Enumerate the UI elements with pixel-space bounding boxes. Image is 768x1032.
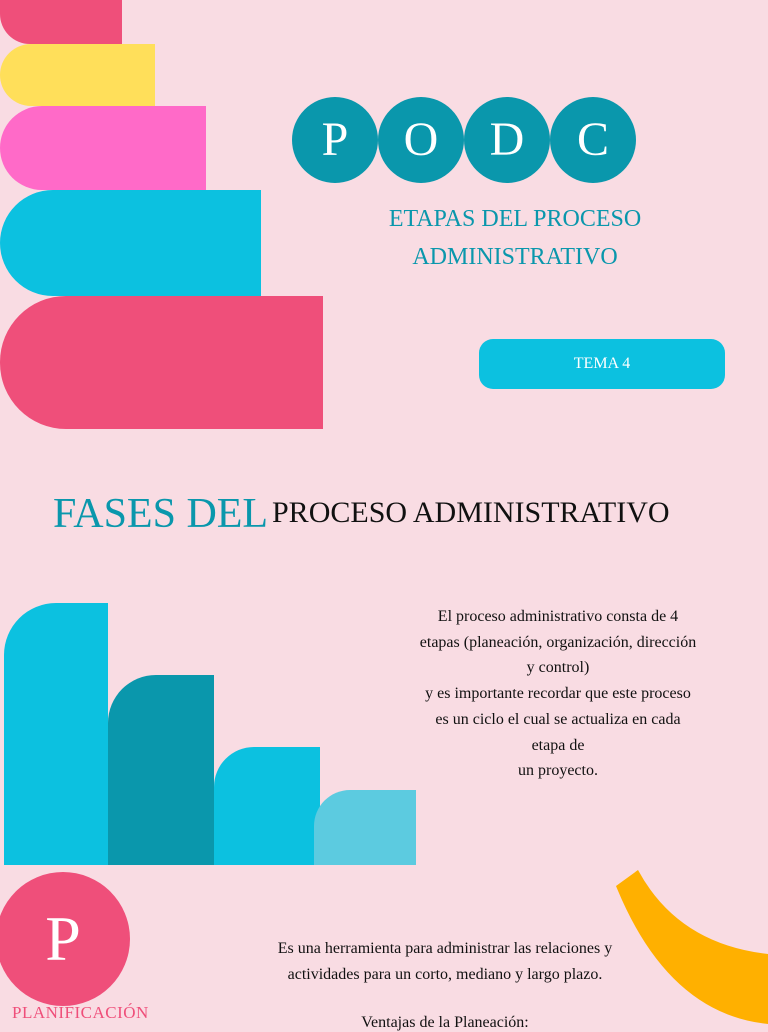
planificacion-line: Es una herramienta para administrar las relaciones y [277,940,613,957]
description-line: es un ciclo el cual se actualiza en cada [435,710,681,728]
planificacion-description [240,936,650,988]
podc-circle-c: C [550,97,636,183]
podc-circle-d: D [464,97,550,183]
section-title-part2: PROCESO ADMINISTRATIVO [272,496,670,529]
section-title-part1: FASES DEL [53,491,269,537]
description-line: etapa de [531,736,585,754]
podc-header [292,97,636,183]
decorative-step-4 [314,790,416,865]
decorative-bar-magenta [0,106,206,190]
decorative-bar-pink [0,296,323,429]
decorative-step-3 [214,747,320,865]
decorative-bar-yellow [0,44,155,106]
description-line: etapas (planeación, organización, dirección [419,633,697,651]
tema-button[interactable]: TEMA 4 [479,339,725,389]
decorative-step-2 [108,675,214,865]
ventajas-heading: Ventajas de la Planeación: [361,1014,529,1031]
subtitle-line-2: ADMINISTRATIVO [412,244,618,270]
planificacion-label: PLANIFICACIÓN [12,1003,149,1022]
page-subtitle [320,200,710,276]
description-line: y control) [526,659,590,677]
podc-circle-p: P [292,97,378,183]
description-line: y es importante recordar que este proceso [425,685,691,703]
description-line: El proceso administrativo consta de 4 [437,608,679,625]
decorative-orange-arc [608,864,768,1024]
decorative-bar-pink-top [0,0,122,44]
description-line: un proyecto. [518,762,598,780]
decorative-step-1 [4,603,108,865]
section-description [393,604,723,784]
decorative-bar-cyan [0,190,261,296]
planificacion-line: actividades para un corto, mediano y largo plazo. [287,966,603,983]
planificacion-circle: P [0,872,130,1006]
podc-circle-o: O [378,97,464,183]
subtitle-line-1: ETAPAS DEL PROCESO [388,206,642,232]
